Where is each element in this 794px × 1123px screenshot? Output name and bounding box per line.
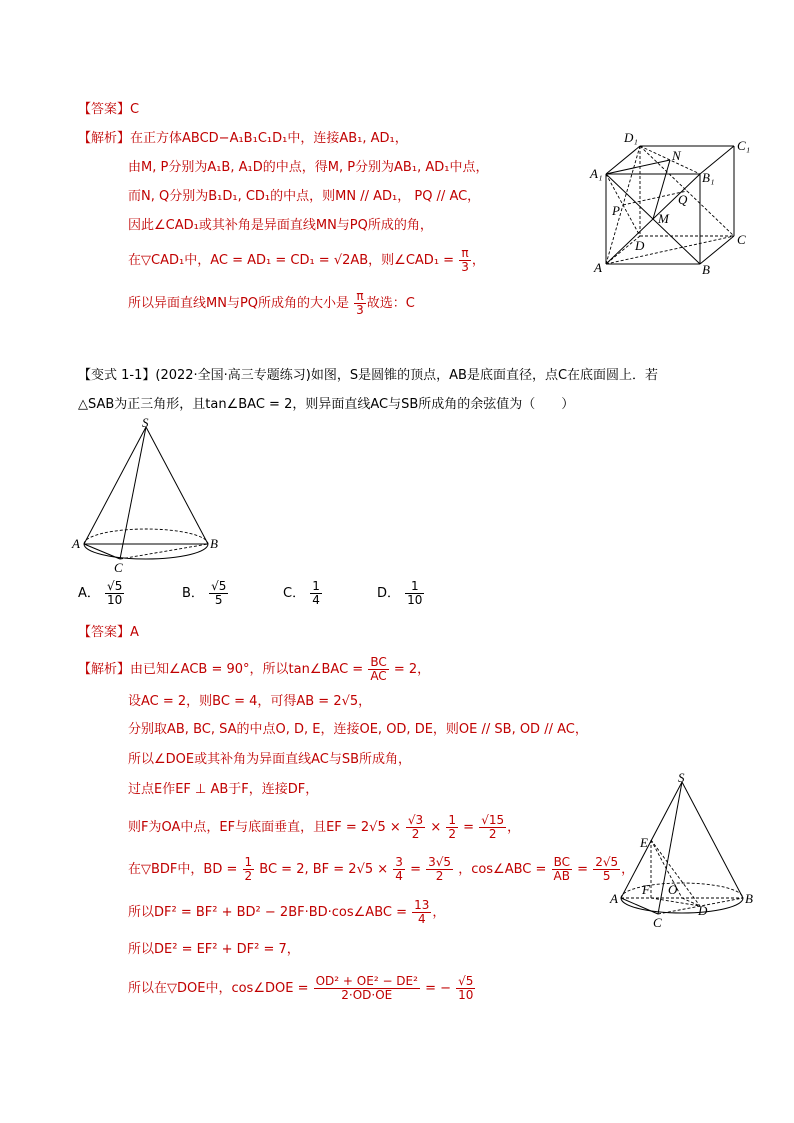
answer-tag: 【答案】 bbox=[78, 102, 131, 117]
q2-analysis-line-2: 设AC = 2，则BC = 4，可得AB = 2√5， bbox=[128, 694, 372, 709]
frac-den: 3 bbox=[356, 303, 364, 317]
q2-analysis-line-10 bbox=[128, 975, 476, 1002]
q2-analysis-line-6 bbox=[128, 814, 520, 841]
frac-num: 1 bbox=[312, 579, 320, 593]
q2-source: (2022·全国·高三专题练习) bbox=[155, 368, 311, 383]
cone2-label-D: D bbox=[698, 903, 708, 918]
cone2-label-A: A bbox=[610, 891, 618, 906]
option-d-label: D． bbox=[377, 586, 401, 601]
cube-label-A: A bbox=[594, 260, 602, 275]
option-c-frac bbox=[310, 580, 322, 607]
frac-num: √15 bbox=[481, 813, 505, 827]
option-b-frac bbox=[209, 580, 228, 607]
cube-label-A1: A₁ bbox=[590, 166, 603, 181]
q2-analysis-line-4: 所以∠DOE或其补角为异面直线AC与SB所成角， bbox=[128, 752, 412, 767]
cube-label-M: M bbox=[658, 211, 669, 226]
frac-num: π bbox=[354, 290, 366, 304]
analysis-text: 在正方体ABCD−A₁B₁C₁D₁中，连接AB₁, AD₁， bbox=[130, 131, 408, 146]
analysis-line-4: 因此∠CAD₁或其补角是异面直线MN与PQ所成的角， bbox=[128, 218, 433, 233]
q2-s8a: 所以DF² = BF² + BD² − 2BF·BD·cos∠ABC = bbox=[128, 905, 407, 920]
q2-title: 【变式 1-1】 bbox=[78, 368, 156, 383]
frac-den: 10 bbox=[407, 593, 423, 607]
option-a[interactable] bbox=[78, 580, 125, 607]
cone2-label-F: F bbox=[642, 882, 650, 897]
frac-den: AC bbox=[370, 669, 387, 683]
frac-pi-3-b bbox=[354, 290, 366, 317]
cube-label-D1: D₁ bbox=[624, 130, 638, 145]
q2-s10b: = − bbox=[425, 981, 452, 996]
q2-answer-tag: 【答案】 bbox=[78, 625, 131, 640]
frac-pi-3-a bbox=[459, 247, 471, 274]
cone1-label-A: A bbox=[72, 536, 80, 551]
frac-s7-1 bbox=[243, 856, 255, 883]
cube-figure bbox=[588, 126, 758, 286]
frac-num: 1 bbox=[448, 813, 457, 827]
option-b[interactable] bbox=[182, 580, 229, 607]
frac-den: 5 bbox=[602, 869, 611, 883]
analysis-line-3: 而N, Q分别为B₁D₁, CD₁的中点，则MN // AD₁， PQ // AC， bbox=[128, 189, 481, 204]
frac-num: OD² + OE² − DE² bbox=[315, 974, 418, 988]
q2-s7a: 在▽BDF中，BD = bbox=[128, 862, 238, 877]
frac-num: 2√5 bbox=[595, 855, 619, 869]
cone2-label-O: O bbox=[668, 882, 678, 897]
option-d[interactable] bbox=[377, 580, 425, 607]
cone2-label-E: E bbox=[640, 835, 648, 850]
analysis-line-6-text: 所以异面直线MN与PQ所成角的大小是 bbox=[128, 296, 350, 311]
analysis-line-1 bbox=[78, 130, 408, 148]
frac-s6-3 bbox=[479, 814, 506, 841]
frac-s7-3 bbox=[426, 856, 453, 883]
q2-s6x: × bbox=[430, 820, 442, 835]
cone2-label-C: C bbox=[653, 915, 662, 930]
q2-analysis-line-7 bbox=[128, 856, 634, 883]
cone-figure-2 bbox=[606, 770, 766, 930]
frac-den: 2 bbox=[435, 869, 444, 883]
q2-stem1: 如图，S是圆锥的顶点，AB是底面直径，点C在底面圆上．若 bbox=[310, 368, 659, 383]
frac-den: 10 bbox=[458, 988, 474, 1002]
frac-num: BC bbox=[370, 655, 387, 669]
frac-num: 3 bbox=[395, 855, 403, 869]
q2-analysis-line-1 bbox=[78, 656, 430, 683]
cube-label-B: B bbox=[702, 262, 710, 277]
frac-num: 13 bbox=[414, 898, 430, 912]
q2-stem-line-1 bbox=[78, 367, 658, 385]
q2-s6end: ， bbox=[507, 820, 521, 835]
answer-line-1 bbox=[78, 101, 139, 119]
frac-den: 3 bbox=[461, 260, 469, 274]
cone-figure-1 bbox=[70, 418, 230, 578]
frac-num: 1 bbox=[244, 855, 253, 869]
q2-analysis-line-8 bbox=[128, 899, 445, 926]
cone1-label-C: C bbox=[114, 560, 123, 575]
q2-analysis-line-3: 分别取AB, BC, SA的中点O, D, E，连接OE, OD, DE，则OE // SB, OD // AC， bbox=[128, 722, 588, 737]
cone1-label-B: B bbox=[210, 536, 218, 551]
frac-s7-4 bbox=[552, 856, 572, 883]
analysis-line-5 bbox=[128, 247, 485, 274]
q2-s8end: ， bbox=[432, 905, 446, 920]
frac-num: BC bbox=[552, 856, 572, 870]
option-c[interactable] bbox=[283, 580, 323, 607]
q2-answer-value: A bbox=[130, 625, 139, 640]
frac-s7-2 bbox=[393, 856, 405, 883]
frac-den: AB bbox=[553, 869, 570, 883]
analysis-line-2: 由M, P分别为A₁B, A₁D的中点，得M, P分别为AB₁, AD₁中点， bbox=[128, 160, 489, 175]
frac-den: 2 bbox=[448, 827, 457, 841]
q2-s1a: 由已知∠ACB = 90°，所以tan∠BAC = bbox=[130, 662, 364, 677]
q2-analysis-tag: 【解析】 bbox=[78, 662, 131, 677]
frac-s6-2 bbox=[446, 814, 458, 841]
cone1-label-S: S bbox=[142, 418, 149, 430]
cube-label-N: N bbox=[672, 148, 681, 163]
option-b-label: B． bbox=[182, 586, 204, 601]
cone2-label-B: B bbox=[745, 891, 753, 906]
frac-den: 4 bbox=[312, 593, 320, 607]
choose-text: 故选：C bbox=[366, 296, 415, 311]
option-c-label: C． bbox=[283, 586, 306, 601]
frac-bc-ac bbox=[368, 656, 388, 683]
frac-den: 2 bbox=[244, 869, 253, 883]
frac-num: π bbox=[459, 247, 471, 261]
frac-den: 5 bbox=[214, 593, 223, 607]
cube-label-C: C bbox=[737, 232, 746, 247]
frac-num: 3√5 bbox=[428, 855, 452, 869]
option-d-frac bbox=[405, 580, 424, 607]
cube-label-B1: B₁ bbox=[702, 170, 715, 185]
cube-label-P: P bbox=[612, 203, 620, 218]
cube-label-C1: C₁ bbox=[737, 138, 751, 153]
cube-label-Q: Q bbox=[678, 192, 688, 207]
frac-den: 2 bbox=[411, 827, 420, 841]
frac-num: √5 bbox=[211, 579, 227, 593]
frac-den: 4 bbox=[417, 912, 426, 926]
analysis-line-5-text: 在▽CAD₁中，AC = AD₁ = CD₁ = √2AB，则∠CAD₁ = bbox=[128, 253, 455, 268]
q2-s10a: 所以在▽DOE中，cos∠DOE = bbox=[128, 981, 309, 996]
q2-answer-line bbox=[78, 624, 139, 642]
answer-value: C bbox=[130, 102, 140, 117]
q2-s6eq: = bbox=[463, 820, 475, 835]
analysis-tag: 【解析】 bbox=[78, 131, 131, 146]
q2-stem-line-2: △SAB为正三角形，且tan∠BAC = 2，则异面直线AC与SB所成角的余弦值为（ ） bbox=[78, 397, 575, 412]
frac-s10-2 bbox=[456, 975, 475, 1002]
q2-s7end: ， bbox=[621, 862, 635, 877]
q2-s7c: = bbox=[410, 862, 421, 877]
option-a-label: A． bbox=[78, 586, 100, 601]
frac-den: 10 bbox=[107, 593, 123, 607]
q2-analysis-line-9: 所以DE² = EF² + DF² = 7， bbox=[128, 942, 300, 957]
q2-s7b: BC = 2, BF = 2√5 × bbox=[259, 862, 389, 877]
q2-s6a: 则F为OA中点，EF与底面垂直，且EF = 2√5 × bbox=[128, 820, 401, 835]
frac-num: √5 bbox=[458, 974, 474, 988]
frac-num: 1 bbox=[405, 580, 424, 594]
frac-s10-1 bbox=[314, 975, 420, 1002]
frac-s8 bbox=[412, 899, 431, 926]
frac-num: √5 bbox=[107, 579, 123, 593]
analysis-line-6 bbox=[128, 290, 415, 317]
frac-den: 4 bbox=[395, 869, 403, 883]
frac-num: √3 bbox=[407, 813, 424, 827]
q2-s7d: ，cos∠ABC = bbox=[458, 862, 547, 877]
cube-label-D: D bbox=[635, 238, 645, 253]
cone2-label-S: S bbox=[678, 770, 685, 785]
frac-den: 2 bbox=[488, 827, 497, 841]
option-a-frac bbox=[105, 580, 124, 607]
q2-analysis-line-5: 过点E作EF ⊥ AB于F，连接DF， bbox=[128, 782, 319, 797]
q2-s7e: = bbox=[577, 862, 589, 877]
q2-s1b: = 2， bbox=[393, 662, 431, 677]
frac-den: 2·OD·OE bbox=[341, 988, 393, 1002]
frac-s6-1 bbox=[406, 814, 425, 841]
punct: ， bbox=[471, 253, 485, 268]
